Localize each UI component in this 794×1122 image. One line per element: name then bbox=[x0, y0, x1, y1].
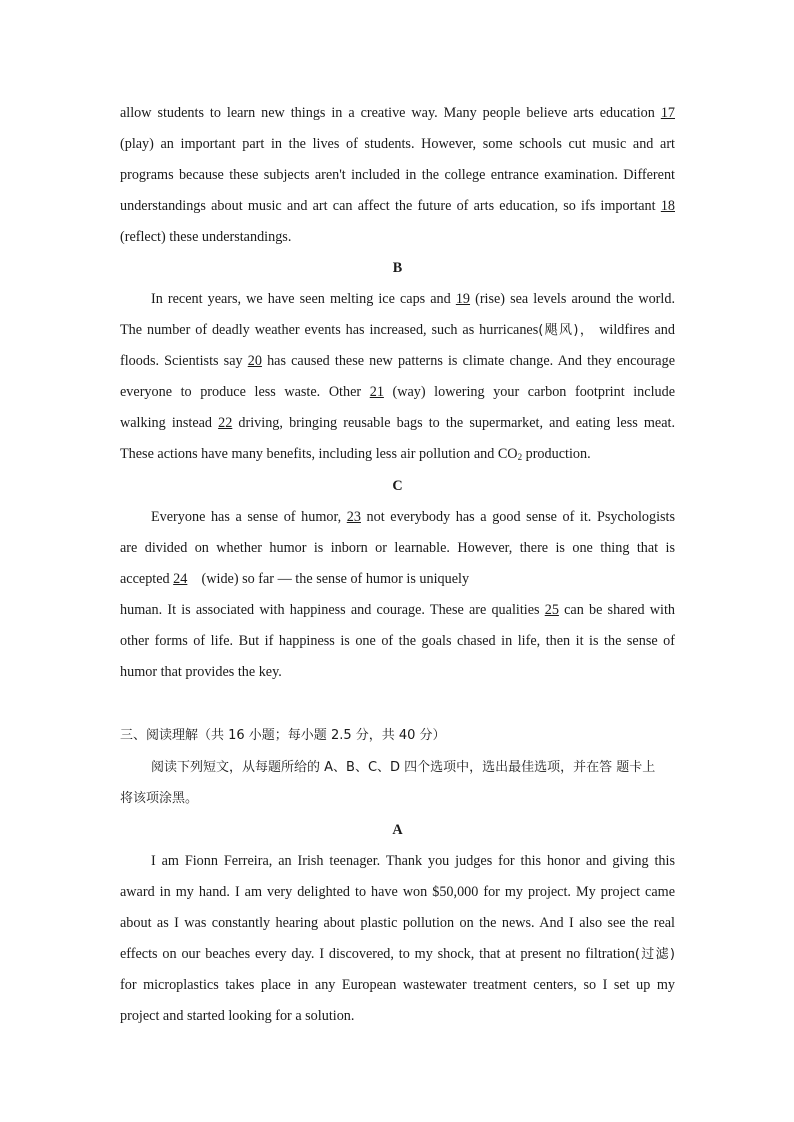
blank-21: 21 bbox=[369, 384, 384, 400]
blank-24: 24 bbox=[173, 571, 188, 587]
text-line: (play) an important part in the lives of students. However, some schools cut music and art bbox=[120, 136, 675, 152]
text-line: effects on our beaches every day. I discovered, to my shock, that at present no filtration(过滤) bbox=[120, 946, 675, 962]
blank-23: 23 bbox=[346, 509, 361, 525]
text-line: allow students to learn new things in a creative way. Many people believe arts education 17 bbox=[120, 105, 675, 121]
text-line: accepted 24 (wide) so far — the sense of humor is uniquely bbox=[120, 571, 470, 587]
text-line: floods. Scientists say 20 has caused these new patterns is climate change. And they encourage bbox=[120, 353, 675, 369]
text-line: programs because these subjects aren't included in the college entrance examination. Different bbox=[120, 167, 675, 183]
section-instructions: 阅读下列短文，从每题所给的 A、B、C、D 四个选项中，选出最佳选项，并在答 题卡上 bbox=[151, 760, 656, 775]
text-line: other forms of life. But if happiness is one of the goals chased in life, then it is the sense of bbox=[120, 633, 675, 649]
text-line: walking instead 22 driving, bringing reusable bags to the supermarket, and eating less meat. bbox=[120, 415, 675, 431]
text-line: project and started looking for a solution. bbox=[120, 1008, 355, 1024]
text-line: These actions have many benefits, including less air pollution and $CO_2$ production. bbox=[120, 446, 591, 462]
text-line: I am Fionn Ferreira, an Irish teenager. Thank you judges for this honor and giving this bbox=[151, 853, 675, 869]
blank-22: 22 bbox=[218, 415, 233, 431]
text-line: understandings about music and art can affect the future of arts education, so ifs important 18 bbox=[120, 198, 675, 214]
text-line: everyone to produce less waste. Other 21 (way) lowering your carbon footprint include bbox=[120, 384, 675, 400]
text-line: human. It is associated with happiness and courage. These are qualities 25 can be shared with bbox=[120, 602, 675, 618]
text-line: about as I was constantly hearing about plastic pollution on the news. And I also see the real bbox=[120, 915, 675, 931]
passage-c-heading: C bbox=[392, 478, 403, 494]
section-title: 三、阅读理解（共 16 小题；每小题 2.5 分，共 40 分） bbox=[120, 728, 446, 743]
blank-18: 18 bbox=[660, 198, 675, 214]
text-line: (reflect) these understandings. bbox=[120, 229, 292, 245]
text-line: Everyone has a sense of humor, 23 not everybody has a good sense of it. Psychologists bbox=[151, 509, 675, 525]
section-instructions-cont: 将该项涂黑。 bbox=[120, 791, 199, 806]
blank-17: 17 bbox=[660, 105, 675, 121]
text-line: The number of deadly weather events has increased, such as hurricanes(飓风)， wildfires and bbox=[120, 322, 675, 338]
passage-b-heading: B bbox=[392, 260, 403, 276]
text-line: are divided on whether humor is inborn or learnable. However, there is one thing that is bbox=[120, 540, 675, 556]
blank-25: 25 bbox=[544, 602, 559, 618]
text-line: In recent years, we have seen melting ice caps and 19 (rise) sea levels around the world. bbox=[151, 291, 675, 307]
text-line: humor that provides the key. bbox=[120, 664, 282, 680]
text-line: for microplastics takes place in any European wastewater treatment centers, so I set up my bbox=[120, 977, 675, 993]
text-line: award in my hand. I am very delighted to have won $50,000 for my project. My project came bbox=[120, 884, 675, 900]
blank-19: 19 bbox=[455, 291, 471, 307]
blank-20: 20 bbox=[247, 353, 262, 369]
reading-a-heading: A bbox=[392, 822, 403, 838]
